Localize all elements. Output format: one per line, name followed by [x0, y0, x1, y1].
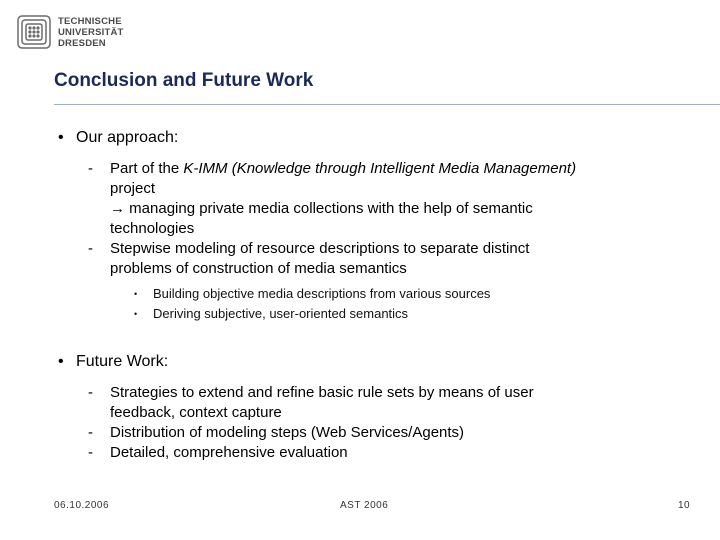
logo-line-3: DRESDEN — [58, 38, 106, 49]
sub-list-item — [54, 304, 704, 324]
item-line: Detailed, comprehensive evaluation — [110, 444, 348, 461]
sub-item-text: Deriving subjective, user-oriented semantics — [153, 306, 409, 321]
item-line: Part of the K-IMM (Knowledge through Intelligent Media Management) — [110, 160, 577, 177]
item-line: feedback, context capture — [110, 404, 282, 421]
bullet-icon: • — [58, 353, 64, 370]
item-line: Distribution of modeling steps (Web Services/Agents) — [110, 424, 465, 441]
list-item — [54, 443, 704, 463]
logo-line-2: UNIVERSITÄT — [58, 27, 124, 38]
section-heading: Our approach: — [76, 129, 179, 146]
dash-icon: - — [88, 240, 93, 257]
footer-event: AST 2006 — [340, 500, 389, 511]
list-item — [54, 239, 704, 279]
dash-icon: - — [88, 444, 93, 461]
list-item — [54, 383, 704, 423]
footer-page-number: 10 — [678, 500, 691, 511]
footer-date: 06.10.2006 — [54, 500, 110, 511]
sub-item-text: Building objective media descriptions from various sources — [153, 286, 491, 301]
list-item — [54, 423, 704, 443]
university-name — [58, 16, 158, 49]
list-item — [54, 159, 704, 239]
item-line: technologies — [110, 220, 195, 237]
dash-icon: - — [88, 384, 93, 401]
bullet-our-approach — [54, 128, 704, 148]
bullet-icon: • — [134, 309, 138, 319]
logo-line-1: TECHNISCHE — [58, 16, 122, 27]
dash-icon: - — [88, 160, 93, 177]
slide-content — [54, 128, 704, 463]
sub-list-item — [54, 284, 704, 304]
item-line: Strategies to extend and refine basic rule sets by means of user — [110, 384, 534, 401]
bullet-icon: • — [134, 289, 138, 299]
dash-icon: - — [88, 424, 93, 441]
item-line: Stepwise modeling of resource descriptions to separate distinct — [110, 240, 530, 257]
bullet-future-work — [54, 352, 704, 372]
bullet-icon: • — [58, 129, 64, 146]
slide-title: Conclusion and Future Work — [54, 70, 314, 91]
item-line: problems of construction of media semantics — [110, 260, 407, 277]
item-line: → managing private media collections with the help of semantic — [110, 200, 533, 217]
item-line: project — [110, 180, 156, 197]
tu-dresden-logo-icon — [16, 14, 52, 50]
title-divider — [54, 104, 720, 105]
section-heading: Future Work: — [76, 353, 169, 370]
